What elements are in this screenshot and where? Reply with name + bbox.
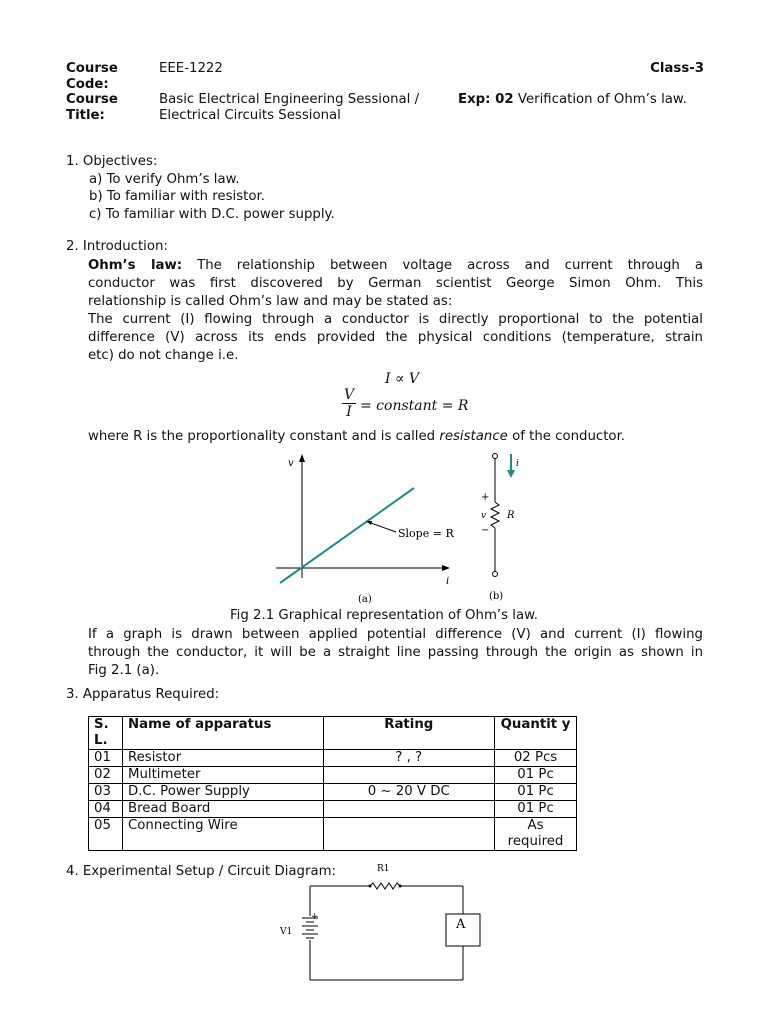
- ohms-law-figure: [268, 448, 538, 608]
- course-title-label: Course Title:: [66, 92, 118, 123]
- terminal-top: [493, 454, 498, 459]
- slope-label: Slope = R: [398, 527, 454, 540]
- header-rating: Rating: [323, 717, 495, 750]
- table-header-row: [89, 717, 577, 750]
- class-label: Class-3: [650, 61, 704, 76]
- graph-paragraph: If a graph is drawn between applied potential difference (V) and current (I) flowing through the conductor, it will be a straight line passing through the origin as shown in Fig 2.1 (a).: [88, 627, 703, 678]
- experiment-title: Exp: 02 Verification of Ohm’s law.: [458, 92, 687, 107]
- battery-plus: +: [311, 912, 319, 922]
- introduction-heading: 2. Introduction:: [66, 239, 168, 254]
- table-row: 03 D.C. Power Supply 0 ~ 20 V DC 01 Pc: [89, 784, 577, 801]
- voltage-label: v: [481, 511, 487, 521]
- ammeter-label: A: [456, 917, 466, 932]
- v-axis-arrow: [299, 454, 305, 462]
- table-row: 02 Multimeter 01 Pc: [89, 767, 577, 784]
- ohms-law-lead: Ohm’s law:: [88, 258, 183, 273]
- r1-label: R1: [377, 864, 390, 874]
- resistance-line: where R is the proportionality constant and is called resistance of the conductor.: [88, 429, 626, 444]
- introduction-body: Ohm’s law: The relationship between voltage across and current through a conductor was first discovered by German scientist George Simon Ohm. This relationship is called Ohm’s law and may be stated as: The current (I) flowing through a conductor is directly proportional to the potential difference (V) across its ends provided the physical conditions (temperature, strain etc) do not change i.e.: [88, 258, 703, 363]
- equation-proportional: I ∝ V: [385, 371, 420, 387]
- table-row: 05 Connecting Wire As required: [89, 818, 577, 851]
- objectives-list: [66, 171, 335, 224]
- objective-item: a) To verify Ohm’s law.: [89, 171, 240, 187]
- equation-fraction: V I: [343, 387, 355, 420]
- figure-caption: Fig 2.1 Graphical representation of Ohm’s law.: [229, 608, 539, 623]
- i-axis-arrow: [442, 565, 450, 571]
- circuit-diagram: [270, 858, 500, 986]
- resistor-symbol: [491, 502, 499, 528]
- axis-v-label: v: [288, 458, 294, 469]
- figure-label-a: (a): [358, 594, 372, 605]
- course-code-label: Course Code:: [66, 61, 118, 92]
- equation-constant: = constant = R: [360, 398, 469, 414]
- minus-sign: −: [481, 525, 490, 536]
- figure-label-b: (b): [489, 591, 504, 602]
- objective-item: c) To familiar with D.C. power supply.: [89, 206, 335, 222]
- table-row: 04 Bread Board 01 Pc: [89, 801, 577, 818]
- course-title: Basic Electrical Engineering Sessional / Electrical Circuits Sessional: [159, 92, 420, 123]
- course-code: EEE-1222: [159, 61, 223, 76]
- objectives-heading: 1. Objectives:: [66, 154, 158, 169]
- v1-label: V1: [280, 927, 293, 937]
- apparatus-table: [88, 716, 577, 851]
- apparatus-heading: 3. Apparatus Required:: [66, 687, 220, 702]
- ohms-law-line: [280, 488, 414, 583]
- slope-pointer: [368, 522, 396, 532]
- current-label: i: [516, 459, 519, 469]
- resistor-label: R: [507, 510, 515, 521]
- r1-resistor: [370, 883, 400, 889]
- terminal-bottom: [493, 572, 498, 577]
- header-sl: S. L.: [89, 717, 123, 750]
- header-quantity: Quantit y: [495, 717, 577, 750]
- table-row: 01 Resistor ? , ? 02 Pcs: [89, 750, 577, 767]
- plus-sign: +: [481, 492, 490, 503]
- objectives-section: [66, 153, 335, 223]
- axis-i-label: i: [446, 576, 450, 587]
- objective-item: b) To familiar with resistor.: [89, 189, 265, 204]
- header-name: Name of apparatus: [122, 717, 323, 750]
- setup-heading: 4. Experimental Setup / Circuit Diagram:: [66, 864, 337, 879]
